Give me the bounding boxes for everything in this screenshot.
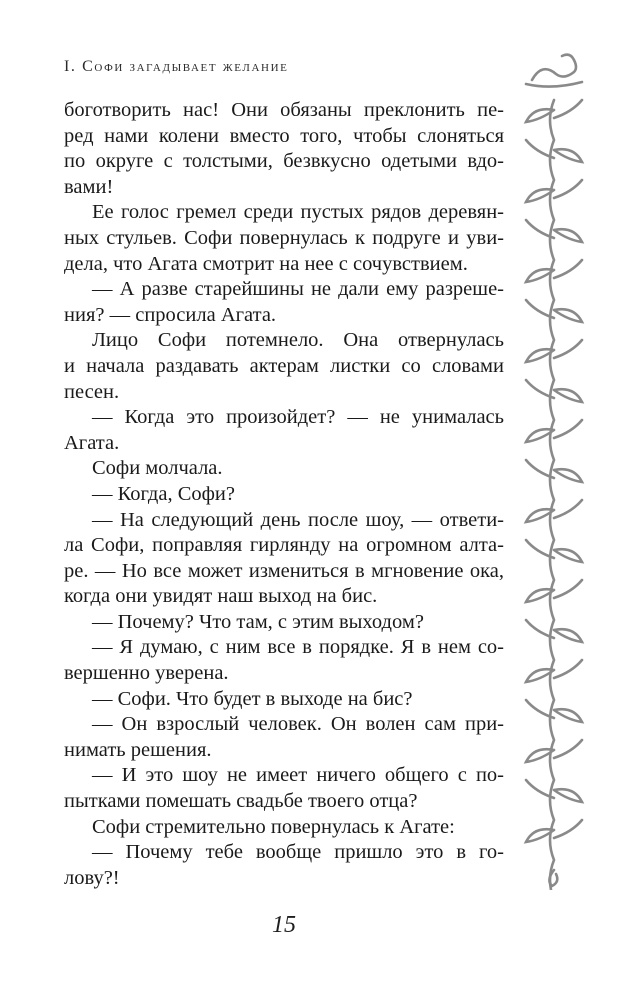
vine-tendril [526, 780, 554, 798]
vine-leaf [554, 389, 582, 402]
text-line: ре. — Но все может измениться в мгновение ока, [64, 559, 504, 582]
vine-tendril [554, 260, 582, 278]
vine-tendril [554, 580, 582, 598]
vine-tendril [526, 620, 554, 638]
text-line: Софи стремительно повернулась к Агате: [92, 815, 455, 838]
vine-leaf [554, 549, 582, 562]
vine-leaf [554, 629, 582, 642]
text-line: Софи молчала. [92, 457, 223, 480]
vine-tendril [526, 140, 554, 158]
swan-shape [532, 55, 576, 80]
text-line: по округе с толстыми, безвкусно одетыми вдо- [64, 150, 504, 173]
vine-tendril [554, 740, 582, 758]
swan-and-vine-icon [512, 40, 602, 890]
text-line: песен. [64, 380, 120, 403]
vine-tendril [526, 700, 554, 718]
text-line: ред нами колени вместо того, чтобы слоняться [64, 124, 504, 147]
page-text [64, 98, 504, 891]
running-header: I. Софи загадывает желание [64, 58, 289, 75]
text-line: пытками помешать свадьбе твоего отца? [64, 790, 418, 813]
text-line: — Софи. Что будет в выходе на бис? [92, 687, 413, 710]
vine-tendril [554, 820, 582, 838]
text-line: — Он взрослый человек. Он волен сам при- [92, 713, 504, 736]
vine-tendril [554, 500, 582, 518]
text-line: — Почему? Что там, с этим выходом? [92, 610, 424, 633]
vine-tendril [554, 340, 582, 358]
text-line: дела, что Агата смотрит на нее с сочувствием. [64, 252, 468, 275]
text-line: нимать решения. [64, 738, 212, 761]
text-line: — Когда это произойдет? — не унималась [92, 406, 504, 429]
text-line: — И это шоу не имеет ничего общего с по- [92, 764, 504, 787]
text-line: Агата. [64, 431, 120, 454]
vine-tendril [526, 300, 554, 318]
text-line: — Почему тебе вообще пришло это в го- [92, 841, 504, 864]
text-line: — А разве старейшины не дали ему разреше- [92, 278, 504, 301]
vine-leaf [554, 709, 582, 722]
vine-leaf [554, 469, 582, 482]
vine-tendril [554, 180, 582, 198]
vine-tendril [526, 460, 554, 478]
vine-leaf [554, 789, 582, 802]
text-line: — Когда, Софи? [92, 482, 235, 505]
vine-tendril [554, 660, 582, 678]
text-line: вершенно уверена. [64, 662, 229, 685]
page-number: 15 [272, 912, 296, 938]
text-line: Ее голос гремел среди пустых рядов деревян- [92, 201, 504, 224]
swan-water [526, 82, 582, 87]
text-line: ла Софи, поправляя гирлянду на огромном алта- [64, 534, 504, 557]
vine-leaf [554, 149, 582, 162]
text-line: Лицо Софи потемнело. Она отвернулась [92, 329, 504, 352]
vine-tendril [554, 100, 582, 118]
text-line: ния? — спросила Агата. [64, 303, 277, 326]
vine-tendril [554, 420, 582, 438]
text-line: боготворить нас! Они обязаны преклонить пе- [64, 99, 504, 121]
vine-tendril [526, 380, 554, 398]
vine-tendril [526, 540, 554, 558]
vine-tendril [526, 220, 554, 238]
vine-leaf [554, 229, 582, 242]
text-line: лову?! [64, 866, 120, 889]
vine-leaf [554, 309, 582, 322]
text-line: когда они увидят наш выход на бис. [64, 585, 378, 608]
text-line: и начала раздавать актерам листки со словами [64, 354, 504, 377]
vine-stem [550, 100, 554, 890]
text-line: ных стульев. Софи повернулась к подруге и уви- [64, 226, 504, 249]
text-line: — Я думаю, с ним все в порядке. Я в нем со- [92, 636, 504, 659]
text-line: вами! [64, 175, 114, 198]
text-line: — На следующий день после шоу, — ответи- [92, 508, 504, 531]
